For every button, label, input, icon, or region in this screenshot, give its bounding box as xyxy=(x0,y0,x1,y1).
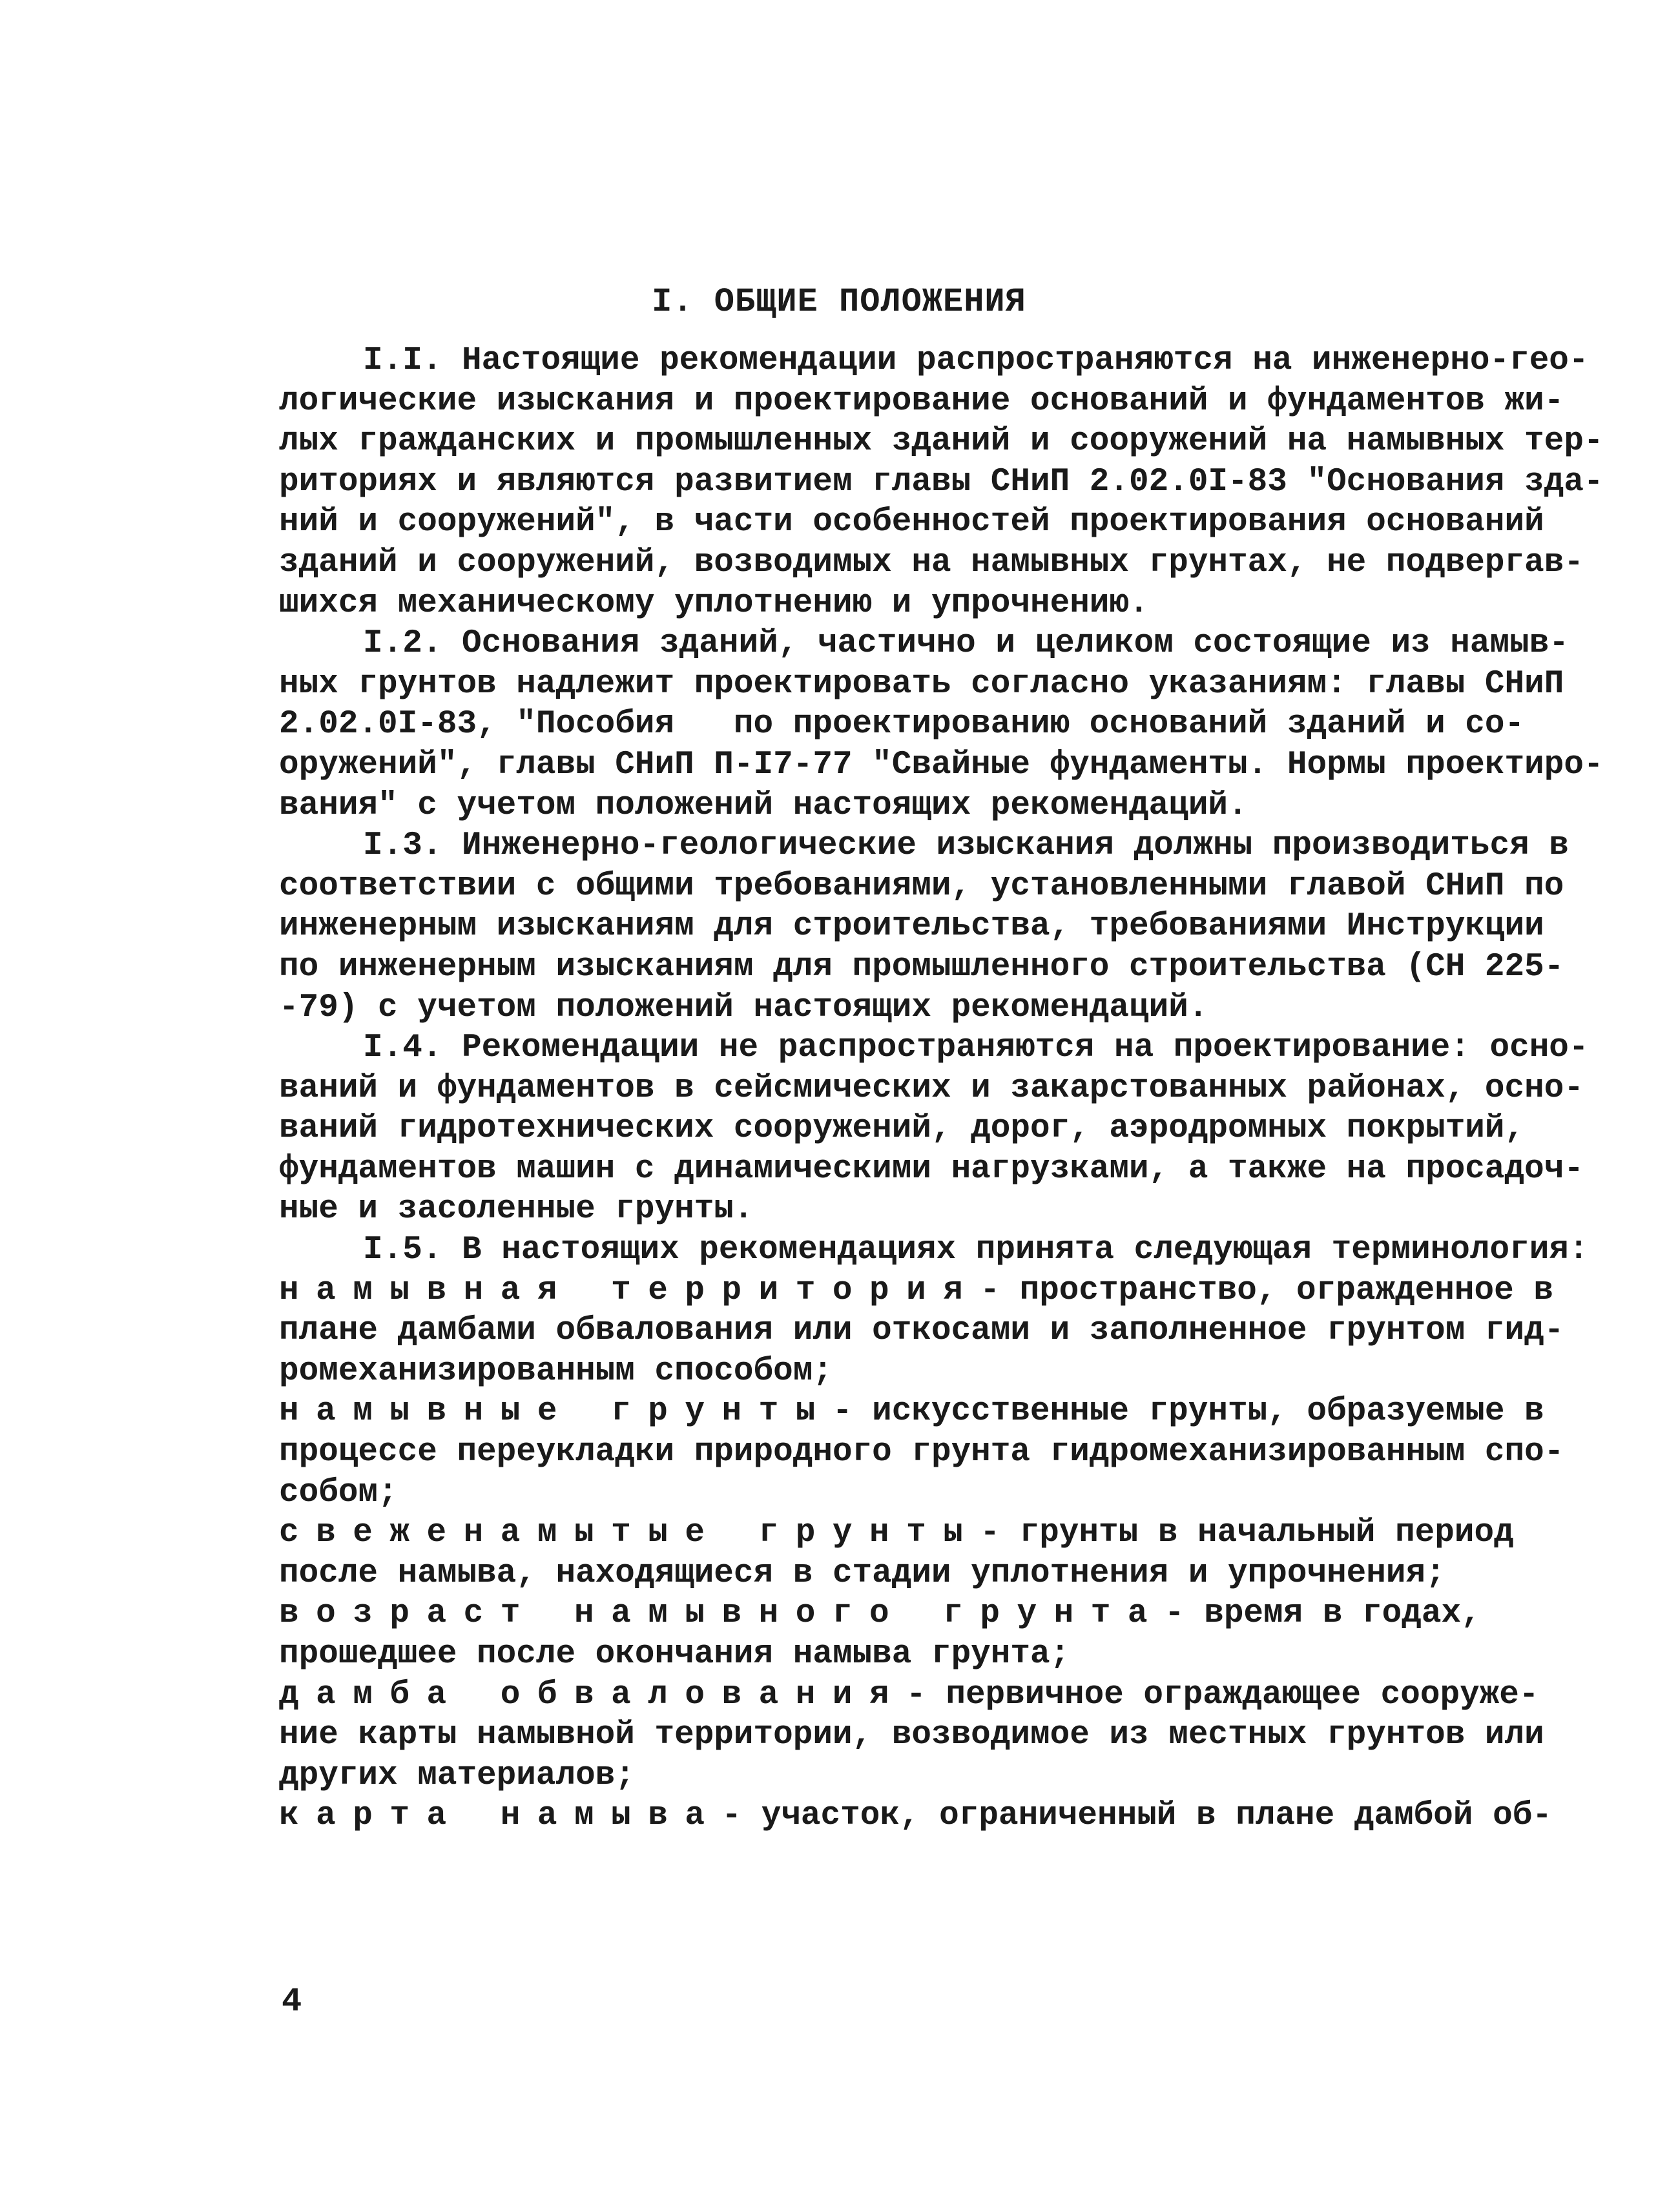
text-line: фундаментов машин с динамическими нагрузками, а также на просадоч- xyxy=(279,1150,1584,1188)
text-line: ромеханизированным способом; xyxy=(279,1352,833,1390)
text-line: I.I. Настоящие рекомендации распространяются на инженерно-гео- xyxy=(363,342,1589,379)
text-line: по инженерным изысканиям для промышленного строительства (СН 225- xyxy=(279,948,1564,986)
term-definition xyxy=(279,1796,1552,1837)
text-line: лых гражданских и промышленных зданий и сооружений на намывных тер- xyxy=(279,423,1604,460)
text-line: собом; xyxy=(279,1474,398,1511)
section-heading: I. ОБЩИЕ ПОЛОЖЕНИЯ xyxy=(652,283,1026,321)
text-line: других материалов; xyxy=(279,1757,635,1794)
text-line: ние карты намывной территории, возводимое из местных грунтов или xyxy=(279,1717,1544,1754)
text-line: вания" с учетом положений настоящих рекомендаций. xyxy=(279,787,1248,824)
text-line: зданий и сооружений, возводимых на намывных грунтах, не подвергав- xyxy=(279,544,1584,581)
text-line: ных грунтов надлежит проектировать согласно указаниям: главы СНиП xyxy=(279,665,1564,703)
text-line: ные и засоленные грунты. xyxy=(279,1191,754,1228)
text-line: инженерным изысканиям для строительства, требованиями Инструкции xyxy=(279,908,1544,946)
text-line: ваний и фундаментов в сейсмических и закарстованных районах, осно- xyxy=(279,1070,1584,1107)
text-line: I.4. Рекомендации не распространяются на проектирование: осно- xyxy=(363,1029,1589,1067)
term-text: - искусственные грунты, образуемые в xyxy=(832,1393,1544,1431)
text-line: соответствии с общими требованиями, установленными главой СНиП по xyxy=(279,867,1564,905)
text-line: шихся механическому уплотнению и упрочнению. xyxy=(279,584,1149,622)
text-line: I.5. В настоящих рекомендациях принята следующая терминология: xyxy=(363,1232,1589,1269)
text-line: 2.02.0I-83, "Пособия по проектированию оснований зданий и со- xyxy=(279,706,1525,743)
text-line: плане дамбами обвалования или откосами и заполненное грунтом гид- xyxy=(279,1312,1564,1350)
term-word: намывные грунты xyxy=(279,1393,833,1431)
text-line: риториях и являются развитием главы СНиП 2.02.0I-83 "Основания зда- xyxy=(279,463,1604,501)
term-word: возраст намывного грунта xyxy=(279,1595,1165,1633)
text-line: ваний гидротехнических сооружений, дорог, аэродромных покрытий, xyxy=(279,1110,1525,1148)
text-line: I.3. Инженерно-геологические изыскания должны производиться в xyxy=(363,827,1569,865)
term-text: - первичное ограждающее сооруже- xyxy=(906,1676,1539,1713)
text-line: после намыва, находящиеся в стадии уплотнения и упрочнения; xyxy=(279,1555,1445,1592)
text-line: процессе переукладки природного грунта гидромеханизированным спо- xyxy=(279,1434,1564,1471)
text-line: логические изыскания и проектирование оснований и фундаментов жи- xyxy=(279,382,1564,420)
term-definition xyxy=(279,1675,1539,1716)
term-definition xyxy=(279,1271,1553,1312)
term-text: - участок, ограниченный в плане дамбой об- xyxy=(721,1797,1552,1835)
text-line: -79) с учетом положений настоящих рекомендаций. xyxy=(279,989,1208,1026)
term-text: - время в годах, xyxy=(1165,1595,1481,1633)
text-line: ний и сооружений", в части особенностей проектирования оснований xyxy=(279,504,1544,541)
term-definition xyxy=(279,1392,1544,1432)
term-word: карта намыва xyxy=(279,1797,722,1835)
text-line: прошедшее после окончания намыва грунта; xyxy=(279,1636,1070,1673)
page-number: 4 xyxy=(282,1983,302,2021)
body-text xyxy=(279,341,1604,1837)
term-text: - пространство, огражденное в xyxy=(980,1272,1553,1309)
term-word: намывная территория xyxy=(279,1272,980,1309)
text-line: оружений", главы СНиП П-I7-77 "Свайные фундаменты. Нормы проектиро- xyxy=(279,746,1604,783)
term-definition xyxy=(279,1513,1514,1554)
term-word: дамба обвалования xyxy=(279,1676,907,1713)
text-line: I.2. Основания зданий, частично и целиком состоящие из намыв- xyxy=(363,625,1569,663)
term-word: свеженамытые грунты xyxy=(279,1514,980,1552)
term-definition xyxy=(279,1594,1481,1635)
term-text: - грунты в начальный период xyxy=(980,1514,1514,1552)
